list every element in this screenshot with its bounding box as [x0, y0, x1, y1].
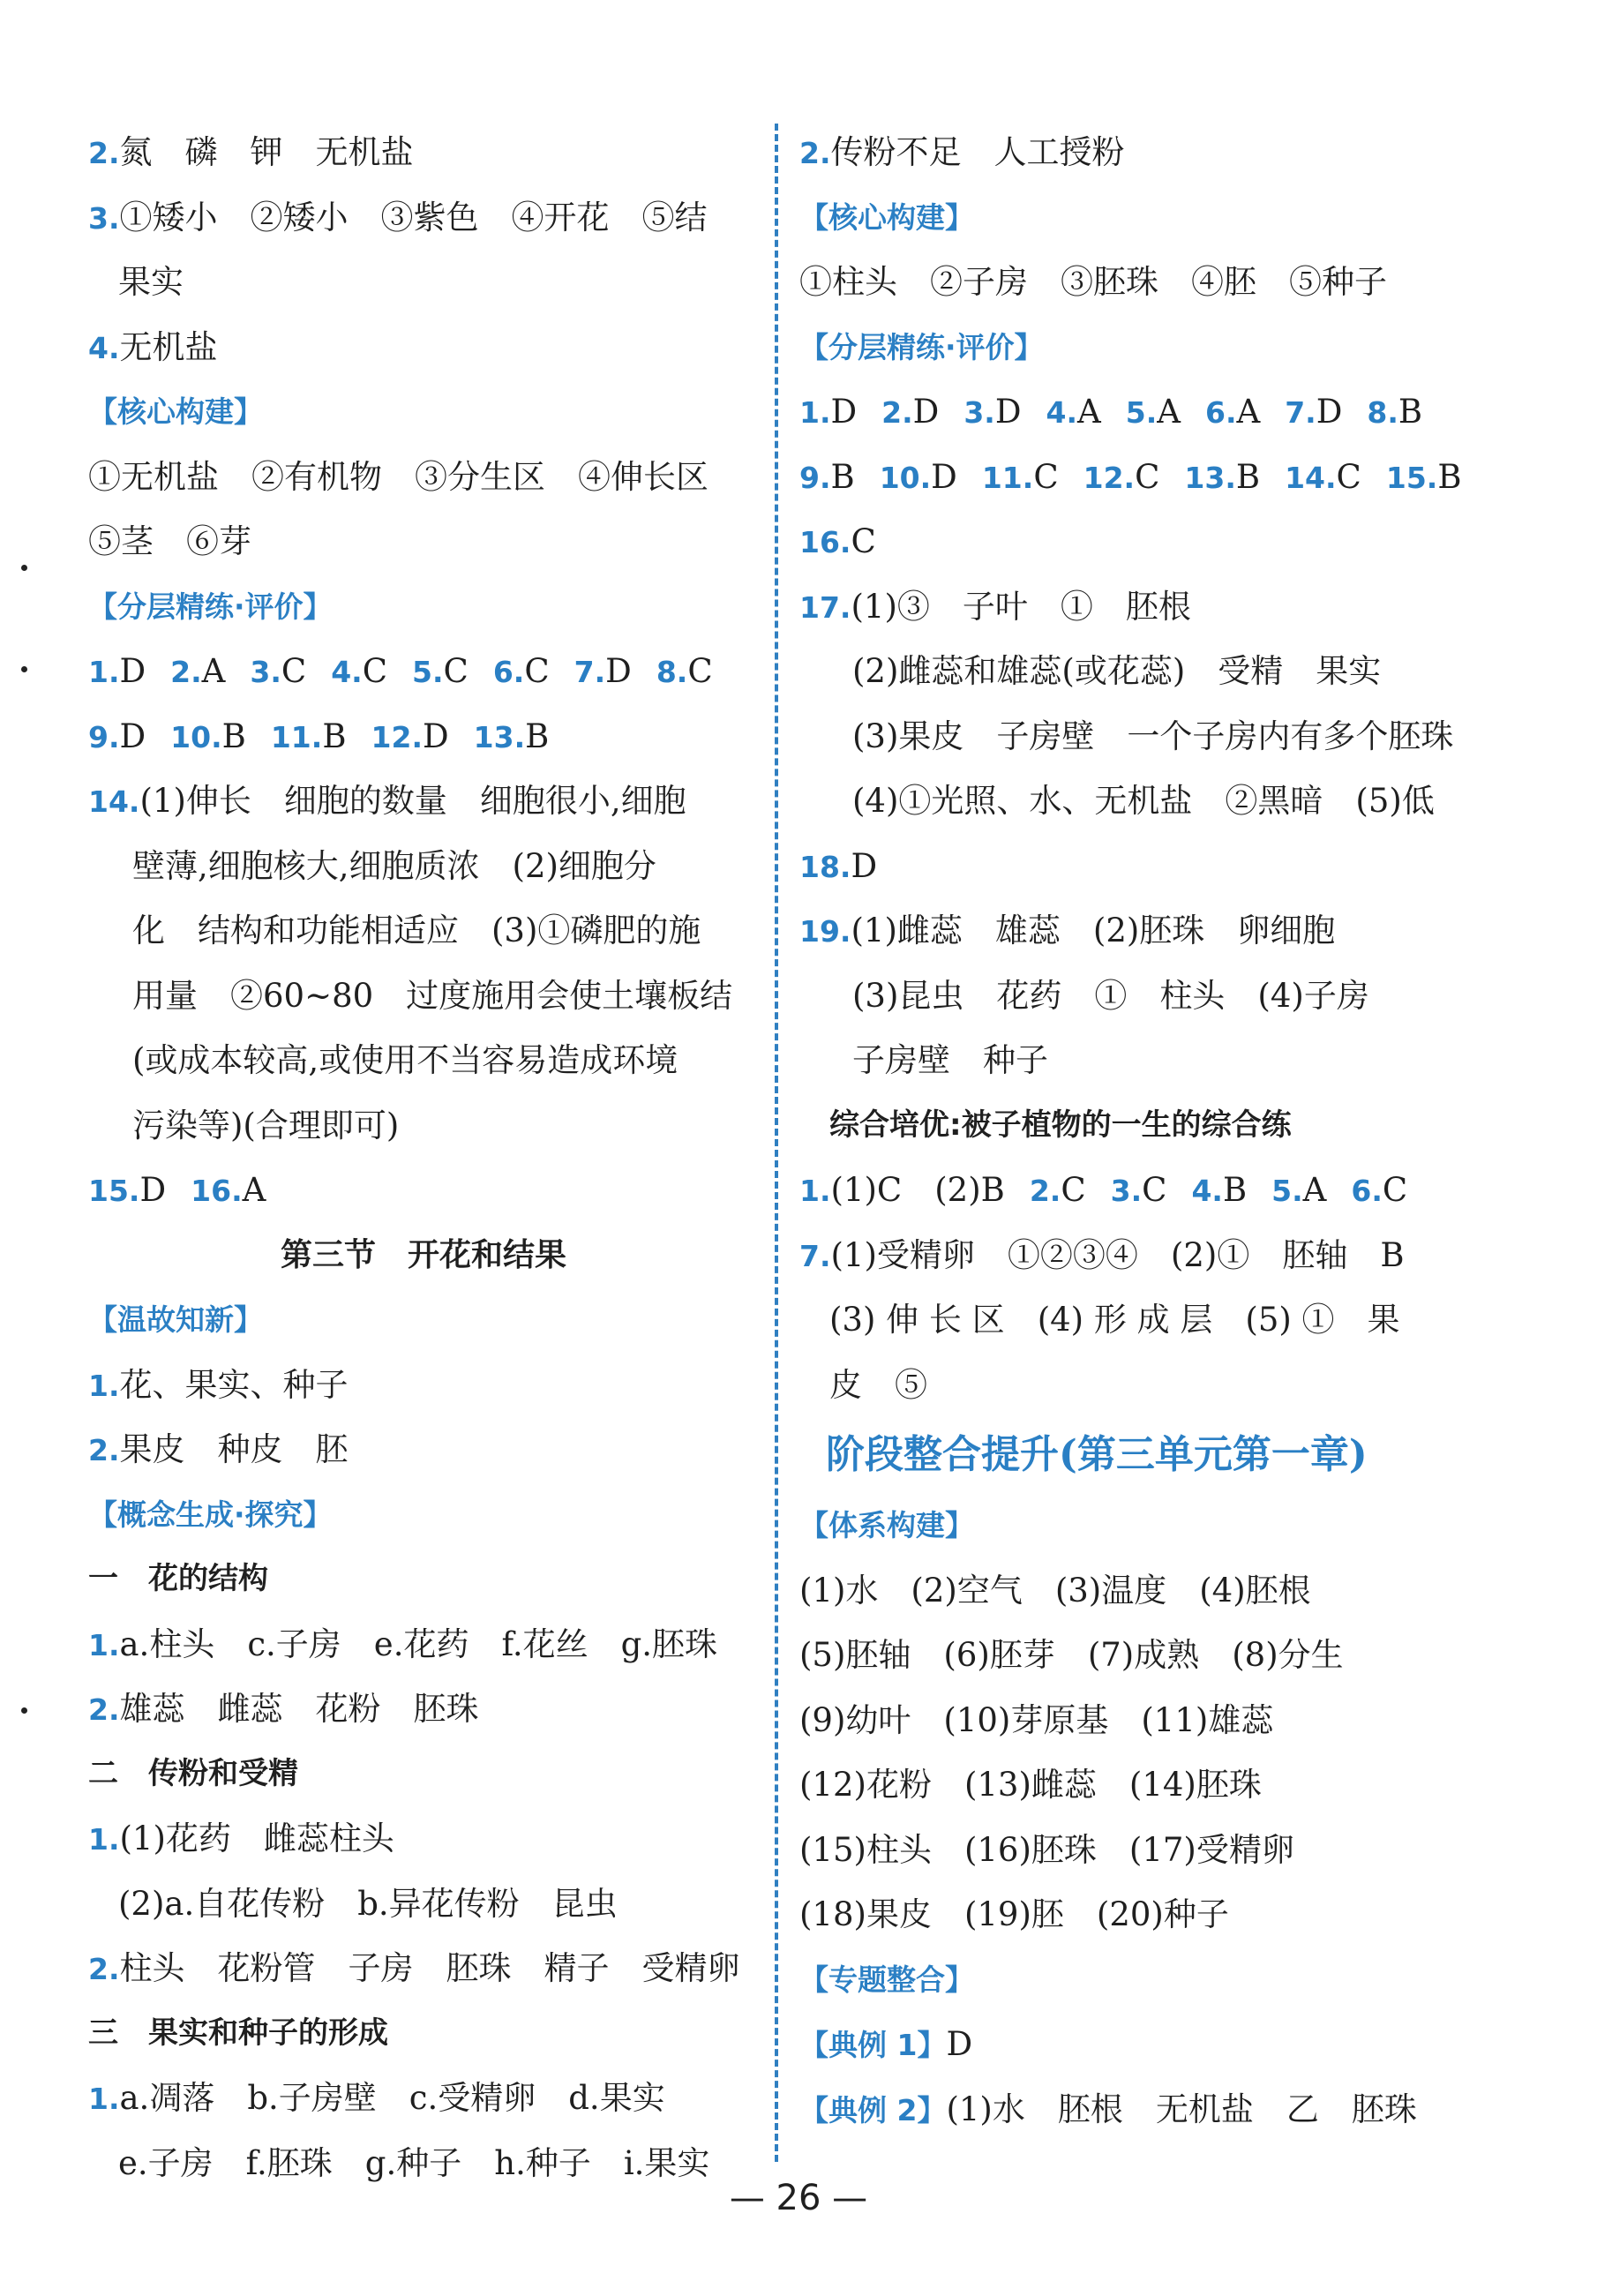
section-header-topic: 【专题整合】 — [799, 1962, 974, 1997]
answer-text: D — [605, 652, 632, 690]
question-number: 12. — [371, 719, 423, 754]
question-number: 12. — [1083, 460, 1136, 495]
mc-answer-item — [1386, 458, 1462, 496]
mc-answer-item — [1030, 1171, 1086, 1209]
question-number: 5. — [1271, 1174, 1303, 1208]
question-number: 2. — [170, 655, 202, 689]
mc-answer-item — [799, 1171, 1005, 1209]
stage-title: 阶段整合提升(第三单元第一章) — [826, 1432, 1368, 1477]
answer-line — [88, 1677, 759, 1742]
mc-answer-row — [88, 704, 759, 769]
subsection-title: 三 果实和种子的形成 — [88, 2015, 388, 2051]
question-number: 5. — [1125, 395, 1158, 430]
answer-text: C — [1033, 457, 1059, 496]
answer-line: 用量 ②60~80 过度施用会使土壤板结 — [132, 976, 733, 1015]
mc-answer-row — [799, 379, 1470, 445]
answer-line: 污染等)(合理即可) — [132, 1106, 400, 1144]
subsection-title: 一 花的结构 — [88, 1561, 268, 1596]
answer-text: D — [119, 652, 146, 690]
mc-answer-item — [1271, 1171, 1326, 1209]
question-number: 14. — [88, 784, 140, 819]
section-header-review: 【温故知新】 — [88, 1302, 263, 1337]
question-number: 11. — [981, 460, 1034, 495]
question-number: 15. — [88, 1174, 140, 1208]
question-number: 17. — [799, 589, 851, 625]
answer-text: (1)雌蕊 雄蕊 (2)胚珠 卵细胞 — [851, 912, 1336, 949]
mc-answer-item — [1285, 393, 1342, 431]
section-header-system: 【体系构建】 — [799, 1508, 974, 1542]
right-column — [799, 120, 1470, 2142]
answer-line — [88, 2066, 759, 2131]
margin-dot — [21, 1707, 27, 1714]
answer-line: (3)果皮 子房壁 一个子房内有多个胚珠 — [852, 717, 1454, 755]
question-number: 4. — [331, 655, 363, 689]
section-header-concept: 【概念生成·探究】 — [88, 1497, 333, 1532]
mc-answer-row — [88, 639, 759, 704]
answer-line — [88, 120, 759, 185]
question-number: 7. — [574, 655, 606, 689]
answer-line: ⑤茎 ⑥芽 — [88, 522, 251, 560]
answer-line: (或成本较高,或使用不当容易造成环境 — [132, 1041, 679, 1079]
answer-text: C — [1135, 457, 1160, 496]
mc-answer-item — [191, 1171, 266, 1209]
answer-line — [799, 1223, 1470, 1288]
question-number: 4. — [88, 330, 120, 365]
mc-answer-item — [1351, 1171, 1407, 1209]
question-number: 9. — [799, 460, 831, 495]
section-header-layer: 【分层精练·评价】 — [88, 589, 333, 624]
mc-answer-item — [1046, 393, 1101, 431]
question-number: 2. — [88, 1433, 120, 1467]
answer-text: D — [931, 457, 957, 496]
page-number: — 26 — — [729, 2178, 868, 2218]
answer-text: 雄蕊 雌蕊 花粉 胚珠 — [119, 1690, 479, 1728]
mc-answer-item — [1126, 393, 1181, 431]
question-number: 9. — [88, 719, 120, 754]
question-number: 14. — [1285, 460, 1337, 495]
question-number: 7. — [1285, 395, 1316, 430]
mc-answer-item — [1111, 1171, 1167, 1209]
answer-line — [799, 2012, 1470, 2077]
answer-text: D — [422, 717, 449, 755]
question-number: 11. — [270, 719, 323, 754]
system-item-line: (18)果皮 (19)胚 (20)种子 — [799, 1895, 1229, 1933]
answer-text: ①矮小 ②矮小 ③紫色 ④开花 ⑤结 — [119, 198, 708, 236]
mc-answer-item — [1205, 393, 1260, 431]
answer-line — [88, 1417, 759, 1482]
question-number: 10. — [879, 460, 932, 495]
question-number: 2. — [88, 136, 120, 170]
question-number: 6. — [1204, 395, 1237, 430]
answer-text: B — [1437, 457, 1462, 496]
left-column — [88, 120, 759, 2195]
question-number: 3. — [963, 395, 995, 430]
answer-text: 花、果实、种子 — [119, 1365, 349, 1404]
answer-line: ①柱头 ②子房 ③胚珠 ④胚 ⑤种子 — [799, 263, 1387, 301]
example-label: 【典例 2】 — [799, 2092, 947, 2127]
system-list — [799, 1558, 1470, 1947]
mc-answer-item — [574, 652, 632, 690]
mc-answer-item — [493, 652, 550, 690]
margin-dot — [21, 565, 27, 571]
system-item-line: (9)幼叶 (10)芽原基 (11)雄蕊 — [799, 1700, 1274, 1739]
answer-text: C — [1382, 1171, 1408, 1209]
answer-line: (2)雌蕊和雄蕊(或花蕊) 受精 果实 — [852, 652, 1382, 690]
answer-text: A — [1302, 1171, 1327, 1209]
answer-line — [799, 2077, 1470, 2142]
question-number: 1. — [88, 655, 120, 689]
question-number: 4. — [1046, 395, 1078, 430]
question-number: 4. — [1191, 1174, 1223, 1208]
mc-answer-row — [799, 445, 1470, 510]
answer-text: D — [994, 393, 1022, 431]
mc-answer-item — [1083, 458, 1160, 496]
margin-dot — [21, 666, 27, 672]
column-divider — [775, 124, 778, 2162]
mc-answer-item — [88, 1171, 166, 1209]
mc-answer-item — [982, 458, 1059, 496]
question-number: 8. — [1367, 395, 1398, 430]
question-number: 1. — [88, 2082, 120, 2116]
answer-text: A — [242, 1171, 266, 1209]
mc-answer-item — [656, 652, 713, 690]
question-number: 1. — [88, 1822, 120, 1857]
question-number: 15. — [1385, 460, 1438, 495]
question-number: 19. — [799, 914, 851, 949]
subsection-title: 综合培优:被子植物的一生的综合练 — [829, 1107, 1292, 1143]
question-number: 1. — [88, 1368, 120, 1403]
answer-line: 皮 ⑤ — [829, 1365, 927, 1404]
answer-line: 子房壁 种子 — [852, 1041, 1048, 1079]
answer-text: 柱头 花粉管 子房 胚珠 精子 受精卵 — [119, 1949, 740, 1987]
answer-text: (1)C (2)B — [830, 1171, 1005, 1209]
mc-answer-row — [88, 1158, 759, 1223]
mc-answer-row — [799, 1158, 1470, 1223]
answer-text: (1)伸长 细胞的数量 细胞很小,细胞 — [139, 782, 686, 820]
question-number: 18. — [799, 849, 851, 884]
answer-text: D — [119, 717, 146, 755]
answer-text: a.柱头 c.子房 e.花药 f.花丝 g.胚珠 — [119, 1624, 718, 1663]
mc-answer-item — [250, 652, 306, 690]
mc-answer-item — [1191, 1171, 1247, 1209]
answer-text: B — [830, 457, 855, 496]
answer-text: A — [1077, 393, 1101, 431]
mc-answer-item — [963, 393, 1021, 431]
answer-text: 氮 磷 钾 无机盐 — [119, 133, 414, 171]
subsection-title: 二 传粉和受精 — [88, 1755, 298, 1791]
answer-text: (1)③ 子叶 ① 胚根 — [851, 587, 1191, 626]
system-item-line: (15)柱头 (16)胚珠 (17)受精卵 — [799, 1830, 1294, 1869]
question-number: 7. — [799, 1238, 831, 1273]
section-header-core: 【核心构建】 — [88, 394, 263, 429]
answer-text: B — [1222, 1171, 1248, 1209]
answer-line: 化 结构和功能相适应 (3)①磷肥的施 — [132, 912, 701, 949]
answer-line: (3) 伸 长 区 (4) 形 成 层 (5) ① 果 — [829, 1301, 1400, 1339]
answer-text: C — [362, 652, 388, 690]
mc-answer-item — [170, 717, 246, 755]
answer-text: C — [851, 522, 876, 560]
question-number: 1. — [88, 1627, 120, 1662]
answer-text: (1)花药 雌蕊柱头 — [119, 1820, 394, 1857]
mc-answer-item — [88, 652, 146, 690]
answer-text: C — [687, 652, 713, 690]
answer-text: B — [322, 717, 347, 755]
answer-text: A — [1157, 393, 1181, 431]
answer-line — [88, 1806, 759, 1872]
answer-line: ①无机盐 ②有机物 ③分生区 ④伸长区 — [88, 457, 709, 496]
mc-answer-item — [799, 393, 857, 431]
answer-line — [88, 1612, 759, 1677]
answer-text: 果皮 种皮 胚 — [119, 1430, 349, 1468]
mc-answer-item — [799, 458, 855, 496]
answer-text: D — [1316, 393, 1343, 431]
answer-line — [88, 1353, 759, 1418]
system-item-line: (5)胚轴 (6)胚芽 (7)成熟 (8)分生 — [799, 1636, 1344, 1674]
answer-line — [799, 574, 1470, 640]
answer-text: D — [830, 393, 858, 431]
question-number: 6. — [492, 655, 525, 689]
answer-text: C — [1061, 1171, 1086, 1209]
mc-answer-item — [1184, 458, 1260, 496]
answer-line: (2)a.自花传粉 b.异花传粉 昆虫 — [118, 1884, 618, 1923]
answer-text: C — [1336, 457, 1361, 496]
answer-text: A — [201, 652, 226, 690]
answer-text: C — [443, 652, 469, 690]
answer-line — [88, 315, 759, 380]
answer-text: a.凋落 b.子房壁 c.受精卵 d.果实 — [119, 2079, 665, 2117]
answer-text: C — [1142, 1171, 1167, 1209]
question-number: 3. — [88, 200, 120, 236]
answer-text: 无机盐 — [119, 327, 218, 366]
question-number: 10. — [170, 719, 222, 754]
example-label: 【典例 1】 — [799, 2028, 947, 2062]
answer-text: B — [525, 717, 550, 755]
question-number: 16. — [191, 1174, 243, 1208]
question-number: 3. — [1110, 1174, 1143, 1208]
section-header-layer: 【分层精练·评价】 — [799, 329, 1044, 364]
question-number: 2. — [1029, 1174, 1061, 1208]
answer-text: B — [1398, 393, 1423, 431]
answer-text: D — [946, 2025, 973, 2063]
mc-answer-item — [474, 717, 550, 755]
question-number: 3. — [250, 655, 281, 689]
mc-answer-item — [412, 652, 469, 690]
answer-line — [799, 834, 1470, 899]
answer-line: 果实 — [118, 263, 184, 301]
mc-answer-item — [881, 393, 939, 431]
mc-answer-item — [1285, 458, 1361, 496]
question-number: 2. — [799, 136, 831, 170]
answer-text: B — [1235, 457, 1261, 496]
mc-answer-item — [88, 717, 146, 755]
mc-answer-item — [271, 717, 347, 755]
section-header-core: 【核心构建】 — [799, 199, 974, 235]
answer-text: A — [1236, 393, 1261, 431]
question-number: 8. — [656, 655, 688, 689]
answer-text: C — [524, 652, 550, 690]
mc-answer-item — [170, 652, 225, 690]
question-number: 1. — [799, 1174, 831, 1208]
answer-line — [88, 1936, 759, 2001]
answer-text: D — [139, 1171, 167, 1209]
question-number: 5. — [412, 655, 444, 689]
answer-text: D — [851, 846, 878, 885]
answer-line — [88, 769, 759, 834]
system-item-line: (1)水 (2)空气 (3)温度 (4)胚根 — [799, 1571, 1311, 1609]
answer-line: e.子房 f.胚珠 g.种子 h.种子 i.果实 — [118, 2143, 710, 2182]
answer-text: (1)水 胚根 无机盐 乙 胚珠 — [946, 2090, 1417, 2128]
answer-text: 传粉不足 人工授粉 — [830, 133, 1125, 171]
answer-text: D — [912, 393, 940, 431]
mc-answer-item — [880, 458, 957, 496]
answer-text: B — [221, 717, 246, 755]
question-number: 2. — [881, 395, 913, 430]
question-number: 16. — [799, 525, 851, 559]
answer-line — [799, 120, 1470, 185]
question-number: 13. — [1184, 460, 1236, 495]
answer-text: (1)受精卵 ①②③④ (2)① 胚轴 B — [830, 1235, 1405, 1274]
mc-answer-item — [1367, 393, 1422, 431]
answer-line — [799, 509, 1470, 574]
question-number: 6. — [1351, 1174, 1383, 1208]
mc-answer-item — [331, 652, 387, 690]
answer-line — [88, 185, 759, 251]
question-number: 13. — [473, 719, 526, 754]
section-title: 第三节 开花和结果 — [280, 1236, 566, 1273]
answer-line: 壁薄,细胞核大,细胞质浓 (2)细胞分 — [132, 846, 656, 885]
answer-line: (3)昆虫 花药 ① 柱头 (4)子房 — [852, 976, 1369, 1015]
mc-answer-item — [371, 717, 449, 755]
question-number: 2. — [88, 1952, 120, 1986]
answer-text: C — [281, 652, 307, 690]
question-number: 2. — [88, 1692, 120, 1727]
question-number: 1. — [799, 395, 831, 430]
system-item-line: (12)花粉 (13)雌蕊 (14)胚珠 — [799, 1766, 1262, 1804]
answer-line: (4)①光照、水、无机盐 ②黑暗 (5)低 — [852, 782, 1435, 820]
answer-line — [799, 898, 1470, 964]
